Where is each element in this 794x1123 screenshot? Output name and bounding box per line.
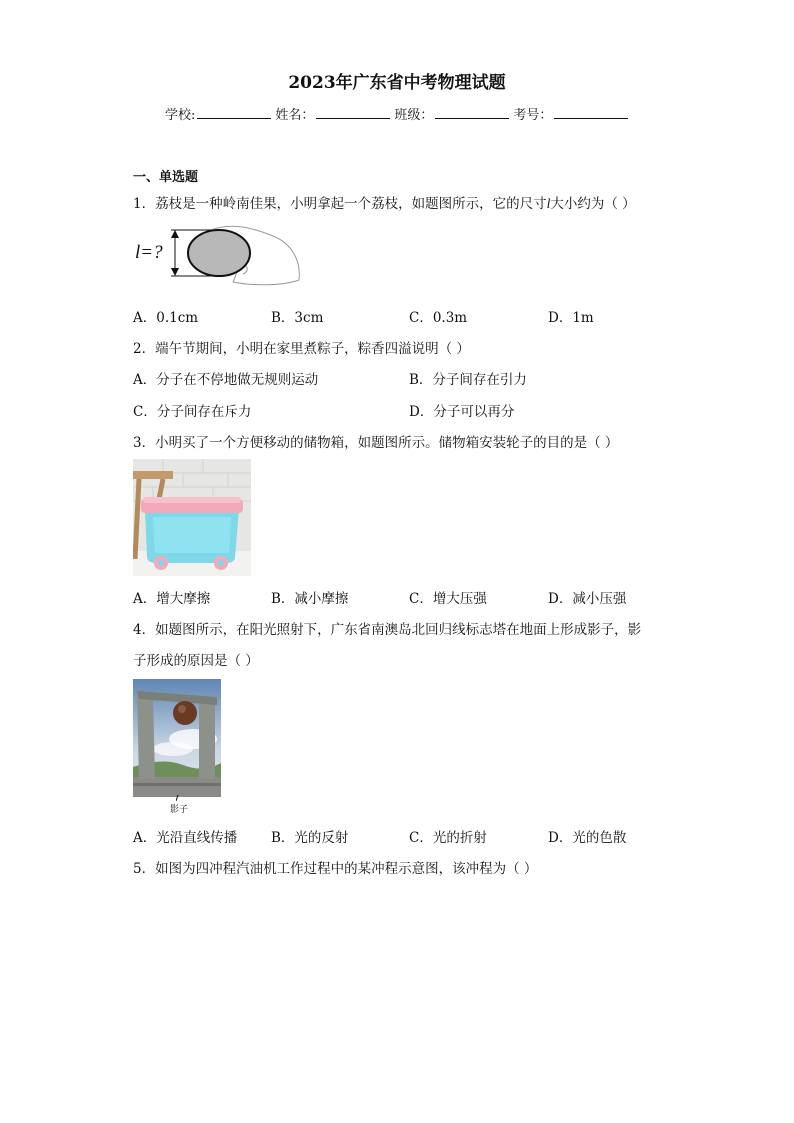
lychee-size-label: l=? (135, 242, 163, 263)
section-heading: 一、单选题 (133, 170, 199, 185)
q4-option-c[interactable]: C．光的折射 (409, 830, 487, 846)
school-blank[interactable] (197, 106, 271, 119)
class-blank[interactable] (435, 106, 509, 119)
q4-option-a[interactable]: A．光沿直线传播 (133, 830, 238, 846)
lychee-figure (133, 222, 313, 288)
name-label: 姓名： (275, 108, 315, 123)
q2-option-c[interactable]: C．分子间存在斥力 (133, 404, 252, 420)
question-4-stem-line1: 4．如题图所示，在阳光照射下，广东省南澳岛北回归线标志塔在地面上形成影子，影 (133, 622, 642, 638)
question-1-stem: 1．荔枝是一种岭南佳果，小明拿起一个荔枝，如题图所示，它的尺寸l大小约为（ ） (133, 196, 636, 212)
q1-option-d[interactable]: D．1m (548, 310, 594, 326)
q3-option-a[interactable]: A．增大摩擦 (133, 591, 211, 607)
number-blank[interactable] (554, 106, 628, 119)
q1-option-c[interactable]: C．0.3m (409, 310, 468, 326)
shadow-pointer-line (176, 795, 196, 801)
q2-option-a[interactable]: A．分子在不停地做无规则运动 (133, 372, 319, 388)
q3-option-d[interactable]: D．减小压强 (548, 591, 627, 607)
question-5-stem: 5．如图为四冲程汽油机工作过程中的某冲程示意图，该冲程为（ ） (133, 861, 538, 877)
question-3-stem: 3．小明买了一个方便移动的储物箱，如题图所示。储物箱安装轮子的目的是（ ） (133, 435, 619, 451)
storage-box-photo (133, 459, 251, 576)
exam-title: 2023年广东省中考物理试题 (288, 73, 506, 93)
class-label: 班级： (394, 108, 434, 123)
q2-option-d[interactable]: D．分子可以再分 (409, 404, 515, 420)
shadow-caption: 影子 (170, 805, 189, 815)
question-2-stem: 2．端午节期间，小明在家里煮粽子，粽香四溢说明（ ） (133, 341, 470, 357)
tropic-tower-photo (133, 679, 221, 797)
student-info-line (165, 104, 632, 123)
number-label: 考号： (513, 108, 553, 123)
q4-option-d[interactable]: D．光的色散 (548, 830, 627, 846)
q2-option-b[interactable]: B．分子间存在引力 (409, 372, 527, 388)
q1-option-b[interactable]: B．3cm (271, 310, 324, 326)
name-blank[interactable] (316, 106, 390, 119)
q3-option-b[interactable]: B．减小摩擦 (271, 591, 349, 607)
q4-option-b[interactable]: B．光的反射 (271, 830, 349, 846)
question-4-stem-line2: 子形成的原因是（ ） (133, 653, 259, 669)
q3-option-c[interactable]: C．增大压强 (409, 591, 487, 607)
q1-option-a[interactable]: A．0.1cm (133, 310, 199, 326)
school-label: 学校: (165, 108, 196, 123)
